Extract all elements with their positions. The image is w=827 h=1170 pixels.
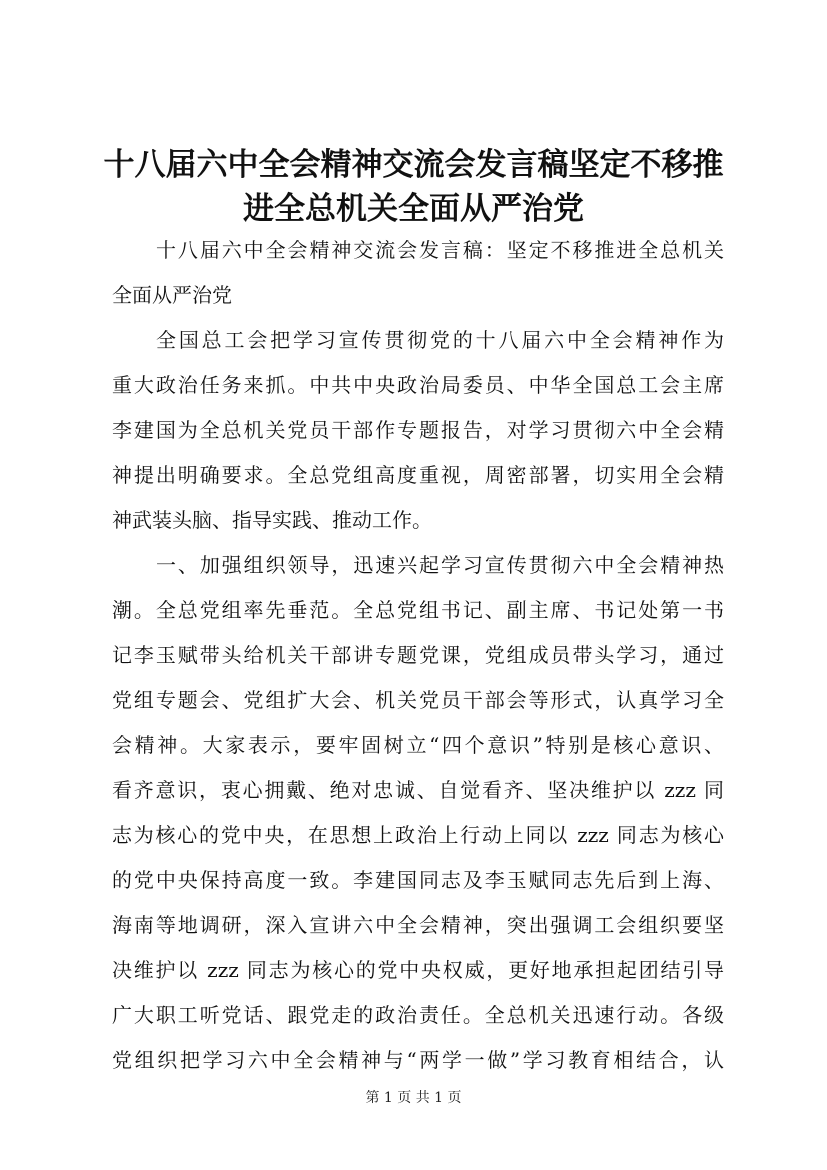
body-line: 神提出明确要求。全总党组高度重视，周密部署，切实用全会精 bbox=[112, 463, 724, 487]
page-footer: 第 1 页 共 1 页 bbox=[365, 1090, 462, 1106]
body-line: 广大职工听党话、跟党走的政治责任。全总机关迅速行动。各级 bbox=[112, 1003, 724, 1027]
body-line: 党组专题会、党组扩大会、机关党员干部会等形式，认真学习全 bbox=[112, 688, 724, 712]
body-line: 重大政治任务来抓。中共中央政治局委员、中华全国总工会主席 bbox=[112, 373, 724, 397]
document-title bbox=[100, 143, 727, 231]
body-line: 海南等地调研，深入宣讲六中全会精神，突出强调工会组织要坚 bbox=[112, 913, 724, 937]
body-line: 潮。全总党组率先垂范。全总党组书记、副主席、书记处第一书 bbox=[112, 598, 724, 622]
body-line: 全面从严治党 bbox=[112, 283, 232, 307]
title-line-1: 十八届六中全会精神交流会发言稿坚定不移推 bbox=[103, 147, 724, 183]
body-line: 神武装头脑、指导实践、推动工作。 bbox=[112, 508, 432, 532]
body-line: 的党中央保持高度一致。李建国同志及李玉赋同志先后到上海、 bbox=[112, 868, 724, 892]
body-line: 志为核心的党中央，在思想上政治上行动上同以 zzz 同志为核心 bbox=[112, 823, 724, 847]
body-line: 会精神。大家表示，要牢固树立“四个意识”特别是核心意识、 bbox=[112, 733, 724, 757]
title-line-2: 进全总机关全面从严治党 bbox=[243, 191, 584, 227]
body-line: 记李玉赋带头给机关干部讲专题党课，党组成员带头学习，通过 bbox=[112, 643, 724, 667]
body-line: 一、加强组织领导，迅速兴起学习宣传贯彻六中全会精神热 bbox=[156, 553, 724, 577]
body-line: 看齐意识，衷心拥戴、绝对忠诚、自觉看齐、坚决维护以 zzz 同 bbox=[112, 778, 724, 802]
body-line: 决维护以 zzz 同志为核心的党中央权威，更好地承担起团结引导 bbox=[112, 958, 724, 982]
body-line: 党组织把学习六中全会精神与“两学一做”学习教育相结合，认 bbox=[112, 1048, 724, 1072]
body-line: 李建国为全总机关党员干部作专题报告，对学习贯彻六中全会精 bbox=[112, 418, 724, 442]
body-line: 全国总工会把学习宣传贯彻党的十八届六中全会精神作为 bbox=[156, 328, 724, 352]
body-line: 十八届六中全会精神交流会发言稿：坚定不移推进全总机关 bbox=[156, 238, 724, 262]
